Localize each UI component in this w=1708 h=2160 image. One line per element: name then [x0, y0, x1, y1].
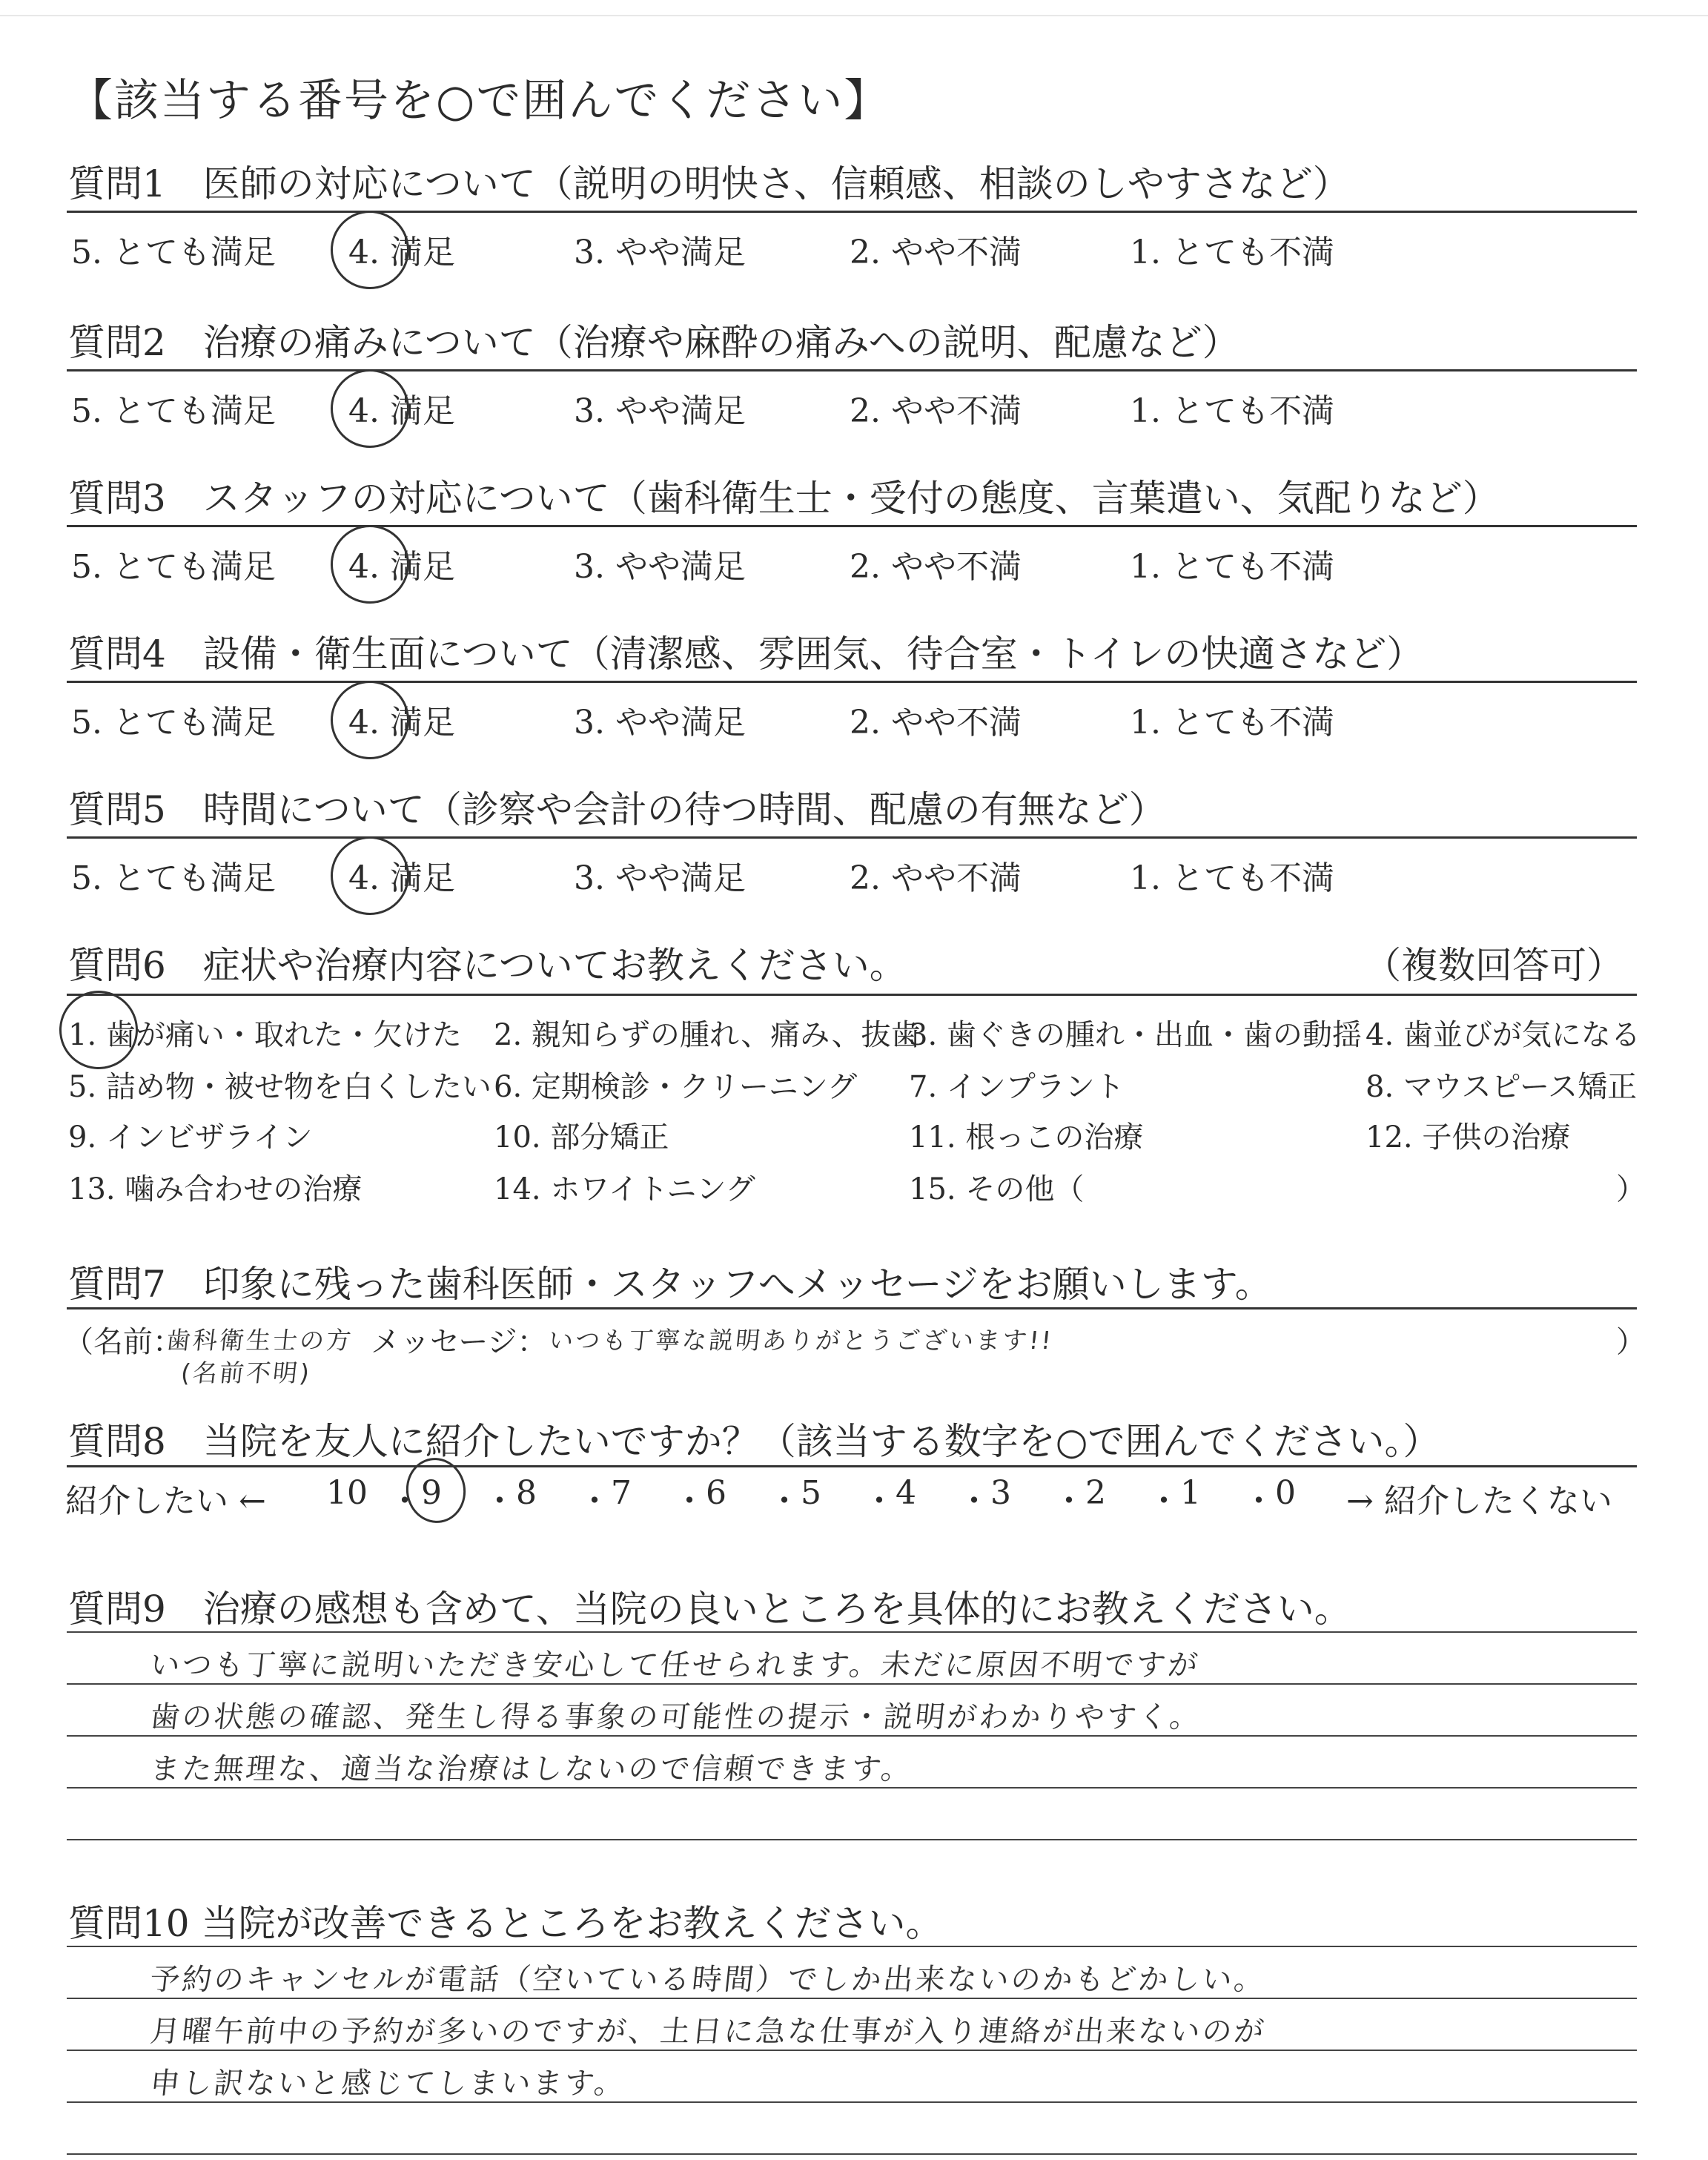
- q4-option[interactable]: 1. とても不満: [1130, 704, 1334, 742]
- q7-name-value[interactable]: 歯科衛生士の方: [165, 1326, 355, 1355]
- q2-title: 質問2 治療の痛みについて（治療や麻酔の痛みへの説明、配慮など）: [68, 321, 1239, 364]
- page-title: 【該当する番号を○で囲んでください】: [68, 75, 890, 127]
- q8-scale-dot: ・: [1148, 1482, 1180, 1520]
- q8-right-label: → 紹介したくない: [1346, 1482, 1612, 1520]
- q7-message-value[interactable]: いつも丁寧な説明ありがとうございます!!: [547, 1326, 1055, 1355]
- q5-option[interactable]: 3. やや満足: [574, 859, 746, 897]
- q8-scale-dot: ・: [1053, 1482, 1085, 1520]
- q6-option[interactable]: 5. 詰め物・被せ物を白くしたい: [68, 1070, 491, 1104]
- q9-rule: [67, 1839, 1637, 1840]
- q8-scale-dot: ・: [578, 1482, 611, 1520]
- q1-option[interactable]: 5. とても満足: [71, 234, 276, 271]
- q6-option[interactable]: 9. インビザライン: [68, 1120, 313, 1155]
- q3-divider: [67, 525, 1637, 527]
- q7-close-paren: ）: [1616, 1325, 1646, 1359]
- q6-note: （複数回答可）: [1364, 944, 1623, 987]
- q4-option[interactable]: 2. やや不満: [850, 704, 1022, 742]
- q5-option[interactable]: 1. とても不満: [1130, 859, 1334, 897]
- q10-title: 質問10 当院が改善できるところをお教えください。: [68, 1902, 943, 1945]
- q5-divider: [67, 836, 1637, 839]
- q8-divider: [67, 1465, 1637, 1467]
- q6-other-close-paren: ）: [1616, 1172, 1646, 1206]
- q8-scale-number[interactable]: 8: [516, 1474, 537, 1512]
- q8-scale-number[interactable]: 0: [1275, 1474, 1296, 1512]
- q2-divider: [67, 369, 1637, 371]
- q8-scale-dot: ・: [863, 1482, 896, 1520]
- q9-rule: [67, 1631, 1637, 1633]
- q9-answer-line[interactable]: また無理な、適当な治療はしないので信頼できます。: [148, 1752, 915, 1786]
- q7-divider: [67, 1307, 1637, 1309]
- q8-scale-number[interactable]: 2: [1085, 1474, 1106, 1512]
- q8-scale-dot: ・: [1242, 1482, 1275, 1520]
- q3-option[interactable]: 1. とても不満: [1130, 548, 1334, 586]
- q6-option[interactable]: 2. 親知らずの腫れ、痛み、抜歯: [494, 1018, 921, 1052]
- q6-option[interactable]: 3. 歯ぐきの腫れ・出血・歯の動揺: [909, 1018, 1362, 1052]
- q1-option[interactable]: 3. やや満足: [574, 234, 746, 271]
- q2-option[interactable]: 3. やや満足: [574, 392, 746, 430]
- q8-scale-number[interactable]: 4: [896, 1474, 916, 1512]
- q8-scale-dot: ・: [483, 1482, 516, 1520]
- q8-scale-number[interactable]: 1: [1180, 1474, 1201, 1512]
- q7-message-label: メッセージ：: [371, 1325, 547, 1359]
- q1-option[interactable]: 2. やや不満: [850, 234, 1022, 271]
- q3-option[interactable]: 3. やや満足: [574, 548, 746, 586]
- q7-name-note: (名前不明): [179, 1358, 314, 1387]
- q8-scale-number[interactable]: 9: [421, 1474, 442, 1512]
- q6-option[interactable]: 8. マウスピース矯正: [1366, 1070, 1638, 1104]
- q1-title: 質問1 医師の対応について（説明の明快さ、信頼感、相談のしやすさなど）: [68, 162, 1350, 205]
- q6-divider: [67, 994, 1637, 996]
- q8-scale-dot: ・: [388, 1482, 421, 1520]
- q8-title: 質問8 当院を友人に紹介したいですか？（該当する数字を○で囲んでください。）: [68, 1420, 1440, 1463]
- q5-option[interactable]: 5. とても満足: [71, 859, 276, 897]
- q8-left-label: 紹介したい ←: [65, 1482, 266, 1520]
- q10-rule: [67, 2153, 1637, 2155]
- q8-scale-number[interactable]: 10: [326, 1474, 368, 1512]
- q6-option[interactable]: 6. 定期検診・クリーニング: [494, 1070, 858, 1104]
- q8-scale-number[interactable]: 5: [801, 1474, 821, 1512]
- q6-option[interactable]: 11. 根っこの治療: [909, 1120, 1144, 1155]
- q8-scale-dot: ・: [673, 1482, 706, 1520]
- q7-title: 質問7 印象に残った歯科医師・スタッフへメッセージをお願いします。: [68, 1263, 1272, 1306]
- q2-option[interactable]: 2. やや不満: [850, 392, 1022, 430]
- q10-answer-line[interactable]: 申し訳ないと感じてしまいます。: [148, 2067, 628, 2101]
- q8-scale-dot: ・: [768, 1482, 801, 1520]
- q6-option[interactable]: 13. 噛み合わせの治療: [68, 1172, 363, 1206]
- q5-option[interactable]: 2. やや不満: [850, 859, 1022, 897]
- q4-divider: [67, 681, 1637, 683]
- q8-scale-number[interactable]: 7: [611, 1474, 632, 1512]
- q4-title: 質問4 設備・衛生面について（清潔感、雰囲気、待合室・トイレの快適さなど）: [68, 633, 1424, 676]
- q6-option[interactable]: 4. 歯並びが気になる: [1366, 1018, 1641, 1052]
- q6-title: 質問6 症状や治療内容についてお教えください。: [68, 944, 907, 987]
- q4-option[interactable]: 5. とても満足: [71, 704, 276, 742]
- q9-answer-line[interactable]: いつも丁寧に説明いただき安心して任せられます。未だに原因不明ですが: [148, 1648, 1202, 1682]
- q2-option[interactable]: 4. 満足: [348, 392, 455, 430]
- q2-option[interactable]: 5. とても満足: [71, 392, 276, 430]
- q10-answer-line[interactable]: 月曜午前中の予約が多いのですが、土日に急な仕事が入り連絡が出来ないのが: [148, 2015, 1268, 2049]
- page-top-edge: [0, 15, 1708, 16]
- q1-option[interactable]: 4. 満足: [348, 234, 455, 271]
- q9-answer-line[interactable]: 歯の状態の確認、発生し得る事象の可能性の提示・説明がわかりやすく。: [148, 1700, 1204, 1734]
- q6-option[interactable]: 15. その他（: [909, 1172, 1085, 1206]
- q1-divider: [67, 211, 1637, 213]
- q5-option[interactable]: 4. 満足: [348, 859, 455, 897]
- q3-title: 質問3 スタッフの対応について（歯科衛生士・受付の態度、言葉遣い、気配りなど）: [68, 477, 1500, 520]
- q8-scale-dot: ・: [958, 1482, 990, 1520]
- q6-option[interactable]: 10. 部分矯正: [494, 1120, 669, 1155]
- q5-title: 質問5 時間について（診察や会計の待つ時間、配慮の有無など）: [68, 788, 1166, 831]
- q10-rule: [67, 1946, 1637, 1947]
- q4-option[interactable]: 4. 満足: [348, 704, 455, 742]
- q8-scale-number[interactable]: 6: [706, 1474, 726, 1512]
- q3-option[interactable]: 2. やや不満: [850, 548, 1022, 586]
- q3-option[interactable]: 4. 満足: [348, 548, 455, 586]
- q4-option[interactable]: 3. やや満足: [574, 704, 746, 742]
- q8-scale-number[interactable]: 3: [990, 1474, 1011, 1512]
- q6-option[interactable]: 1. 歯が痛い・取れた・欠けた: [68, 1018, 462, 1052]
- q9-title: 質問9 治療の感想も含めて、当院の良いところを具体的にお教えください。: [68, 1588, 1351, 1631]
- q2-option[interactable]: 1. とても不満: [1130, 392, 1334, 430]
- q6-option[interactable]: 14. ホワイトニング: [494, 1172, 755, 1206]
- q6-option[interactable]: 12. 子供の治療: [1366, 1120, 1571, 1155]
- q10-answer-line[interactable]: 予約のキャンセルが電話（空いている時間）でしか出来ないのかもどかしい。: [148, 1963, 1268, 1997]
- q6-option[interactable]: 7. インプラント: [909, 1070, 1125, 1104]
- q3-option[interactable]: 5. とても満足: [71, 548, 276, 586]
- q1-option[interactable]: 1. とても不満: [1130, 234, 1334, 271]
- q7-name-label: （名前：: [64, 1325, 182, 1359]
